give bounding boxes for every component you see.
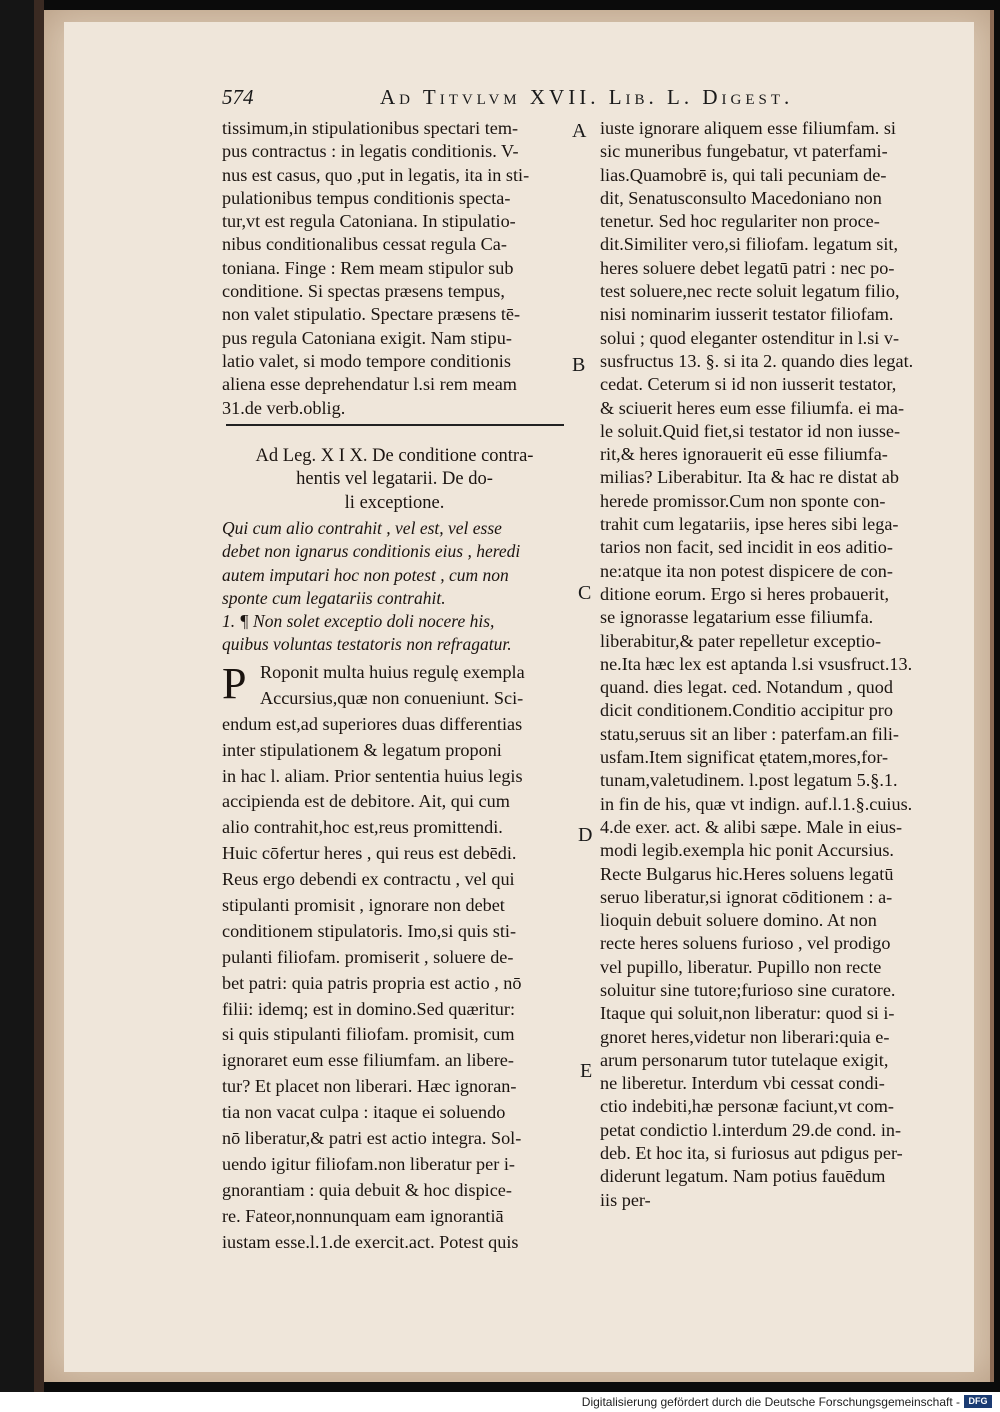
text-line: quand. dies legat. ced. Notandum , quod bbox=[600, 677, 893, 698]
text-line: 4.de exer. act. & alibi sæpe. Male in eius- bbox=[600, 816, 903, 837]
left-column-body bbox=[222, 660, 567, 1255]
text-line: ignoraret eum esse filiumfam. an libere- bbox=[222, 1050, 514, 1071]
text-line: tenetur. Sed hoc regulariter non proce- bbox=[600, 211, 880, 232]
text-line: dicit conditionem.Conditio accipitur pro bbox=[600, 700, 893, 721]
heading-line: Ad Leg. X I X. De conditione contra- bbox=[255, 446, 534, 466]
text-line: re. Fateor,nonnunquam eam ignorantiā bbox=[222, 1205, 504, 1226]
text-line: diderunt legatum. Nam potius fauēdum bbox=[600, 1166, 886, 1187]
text-line: toniana. Finge : Rem meam stipulor sub bbox=[222, 257, 514, 278]
text-line: uendo igitur filiofam.non liberatur per i- bbox=[222, 1153, 515, 1174]
text-line: test soluere,nec recte soluit legatum filio, bbox=[600, 281, 900, 302]
text-line: conditionem stipulatoris. Imo,si quis sti- bbox=[222, 920, 517, 941]
text-line: bet patri: quia patris propria est actio , nō bbox=[222, 972, 522, 993]
margin-mark-e: E bbox=[580, 1060, 593, 1082]
margin-mark-a: A bbox=[572, 120, 587, 142]
text-line: nō liberatur,& patri est actio integra. Sol- bbox=[222, 1128, 522, 1149]
text-line: usfam.Item significat ętatem,mores,for- bbox=[600, 747, 889, 768]
margin-mark-b: B bbox=[572, 354, 586, 376]
digitization-footer bbox=[0, 1392, 1000, 1412]
heading-line: li exceptione. bbox=[344, 492, 445, 513]
section-rule bbox=[226, 424, 564, 426]
text-line: ne:atque ita non potest dispicere de con- bbox=[600, 560, 893, 581]
lemma-quote bbox=[222, 516, 567, 656]
text-line: lias.Quamobrē is, qui tali pecuniam de- bbox=[600, 164, 887, 185]
text-line: dit.Similiter vero,si filiofam. legatum sit, bbox=[600, 234, 899, 255]
text-line: Accursius,quæ non conueniunt. Sci- bbox=[260, 687, 524, 708]
text-line: latio valet, si modo tempore conditionis bbox=[222, 350, 511, 371]
text-line: Recte Bulgarus hic.Heres soluens legatū bbox=[600, 863, 894, 884]
text-line: heres soluere debet legatū patri : nec po- bbox=[600, 257, 895, 278]
text-line: deb. Et hoc ita, si furiosus aut pdigus per- bbox=[600, 1143, 903, 1164]
text-line: & sciuerit heres eum esse filiumfa. ei ma- bbox=[600, 397, 905, 418]
text-line: inter stipulationem & legatum proponi bbox=[222, 739, 502, 760]
text-line: nus est casus, quo ,put in legatis, ita in sti- bbox=[222, 164, 530, 185]
text-line: gnorantiam : quia debuit & hoc dispice- bbox=[222, 1179, 512, 1200]
text-line: liberabitur,& pater repelletur exceptio- bbox=[600, 630, 882, 651]
text-line: milias? Liberabitur. Ita & hac re distat ab bbox=[600, 467, 899, 488]
text-line: sic muneribus fungebatur, vt paterfami- bbox=[600, 141, 888, 162]
text-line: le soluit.Quid fiet,si testator id non iusse- bbox=[600, 420, 901, 441]
text-line: nibus conditionalibus cessat regula Ca- bbox=[222, 234, 507, 255]
text-line: 31.de verb.oblig. bbox=[222, 397, 346, 418]
text-line: seruo liberatur,si ignorat cōditionem : a- bbox=[600, 886, 893, 907]
quote-line: debet non ignarus conditionis eius , heredi bbox=[222, 541, 521, 562]
text-line: tur? Et placet non liberari. Hæc ignoran- bbox=[222, 1076, 517, 1097]
margin-mark-d: D bbox=[578, 824, 593, 846]
text-line: lioquin debuit soluere domino. At non bbox=[600, 910, 877, 931]
text-line: tunam,valetudinem. l.post legatum 5.§.1. bbox=[600, 770, 898, 791]
text-line: nisi nominarim iusserit testator filiofam. bbox=[600, 304, 894, 325]
text-line: pus regula Catoniana exigit. Nam stipu- bbox=[222, 327, 512, 348]
quote-line: Qui cum alio contrahit , vel est, vel esse bbox=[222, 518, 502, 538]
text-line: pulationibus tempus conditionis specta- bbox=[222, 187, 511, 208]
text-line: pulanti filiofam. promiserit , soluere de- bbox=[222, 946, 514, 967]
text-line: tarios non facit, sed incidit in eos aditio- bbox=[600, 537, 893, 558]
text-line: iis per- bbox=[600, 1189, 651, 1210]
text-line: cedat. Ceterum si id non iusserit testator, bbox=[600, 374, 897, 395]
text-line: filii: idemq; est in domino.Sed quæritur: bbox=[222, 998, 516, 1019]
text-line: accipienda est de debitore. Ait, qui cum bbox=[222, 791, 510, 812]
text-line: statu,seruus sit an liber : paterfam.an fili- bbox=[600, 723, 899, 744]
text-line: Huic cōfertur heres , qui reus est debēdi. bbox=[222, 843, 517, 864]
running-head: Ad Titvlvm XVII. Lib. L. Digest. bbox=[380, 85, 794, 109]
text-line: Itaque qui soluit,non liberatur: quod si i- bbox=[600, 1003, 895, 1024]
text-line: dit, Senatusconsulto Macedoniano non bbox=[600, 187, 882, 208]
text-line: trahit cum legatariis, ipse heres sibi lega- bbox=[600, 514, 899, 535]
text-line: vel pupillo, liberatur. Pupillo non recte bbox=[600, 956, 882, 977]
section-heading bbox=[222, 445, 567, 515]
page-number: 574 bbox=[222, 85, 254, 109]
text-line: endum est,ad superiores duas differentias bbox=[222, 713, 523, 734]
text-line: in hac l. aliam. Prior sententia huius legis bbox=[222, 765, 523, 786]
text-line: rit,& heres ignorauerit eū esse filiumfa- bbox=[600, 444, 888, 465]
text-line: petat condictio l.interdum 29.de cond. in- bbox=[600, 1119, 902, 1140]
text-line: ne liberetur. Interdum vbi cessat condi- bbox=[600, 1073, 885, 1094]
quote-line: 1. ¶ Non solet exceptio doli nocere his, bbox=[222, 611, 495, 632]
text-line: se ignorasse legatarium esse filiumfa. bbox=[600, 607, 874, 628]
text-line: tissimum,in stipulationibus spectari tem- bbox=[222, 118, 519, 138]
quote-line: quibus voluntas testatoris non refragatur. bbox=[222, 634, 512, 655]
text-line: pus contractus : in legatis conditionis. V- bbox=[222, 141, 519, 162]
page-gutter bbox=[990, 10, 994, 1382]
scan-binding-strip bbox=[34, 0, 44, 1392]
text-line: soluitur sine tutore;furioso sine curatore. bbox=[600, 979, 896, 1000]
text-line: ctio indebiti,hæ personæ faciunt,vt com- bbox=[600, 1096, 894, 1117]
text-line: Reus ergo debendi ex contractu , vel qui bbox=[222, 869, 515, 890]
text-line: tia non vacat culpa : itaque ei soluendo bbox=[222, 1102, 506, 1123]
text-line: iustam esse.l.1.de exercit.act. Potest quis bbox=[222, 1231, 519, 1252]
text-line: recte heres soluens furioso , vel prodigo bbox=[600, 933, 891, 954]
text-line: aliena esse deprehendatur l.si rem meam bbox=[222, 374, 517, 395]
footer-credit: Digitalisierung gefördert durch die Deutsche Forschungsgemeinschaft - bbox=[581, 1395, 960, 1409]
text-line: Roponit multa huius regulę exempla bbox=[260, 662, 525, 682]
text-line: solui ; quod eleganter ostenditur in l.si v- bbox=[600, 327, 900, 348]
left-column-top bbox=[222, 117, 567, 420]
right-column bbox=[600, 117, 950, 1212]
text-line: si quis stipulanti filiofam. promisit, cum bbox=[222, 1024, 515, 1045]
quote-line: sponte cum legatariis contrahit. bbox=[222, 587, 446, 608]
text-line: modi legib.exempla hic ponit Accursius. bbox=[600, 840, 894, 861]
text-line: non valet stipulatio. Spectare præsens tē- bbox=[222, 304, 520, 325]
text-line: gnoret heres,videtur non liberari:quia e- bbox=[600, 1026, 890, 1047]
text-line: stipulanti promisit , ignorare non debet bbox=[222, 895, 505, 916]
scan-border bbox=[0, 0, 34, 1392]
text-line: herede promissor.Cum non sponte con- bbox=[600, 490, 886, 511]
dfg-logo: DFG bbox=[964, 1395, 992, 1408]
text-line: iuste ignorare aliquem esse filiumfam. si bbox=[600, 118, 896, 138]
drop-cap: P bbox=[222, 659, 247, 708]
text-line: conditione. Si spectas præsens tempus, bbox=[222, 281, 505, 302]
quote-line: autem imputari hoc non potest , cum non bbox=[222, 564, 509, 585]
text-line: ditione eorum. Ergo si heres probauerit, bbox=[600, 583, 890, 604]
text-line: ne.Ita hæc lex est aptanda l.si vsusfruct.13. bbox=[600, 653, 913, 674]
text-line: arum personarum tutor tutelaque exigit, bbox=[600, 1049, 889, 1070]
text-line: susfructus 13. §. si ita 2. quando dies legat. bbox=[600, 350, 914, 371]
text-line: tur,vt est regula Catoniana. In stipulatio- bbox=[222, 211, 516, 232]
margin-mark-c: C bbox=[578, 582, 592, 604]
heading-line: hentis vel legatarii. De do- bbox=[296, 469, 493, 490]
text-line: in fin de his, quæ vt indign. auf.l.1.§.cuius. bbox=[600, 793, 913, 814]
text-line: alio contrahit,hoc est,reus promittendi. bbox=[222, 817, 503, 838]
